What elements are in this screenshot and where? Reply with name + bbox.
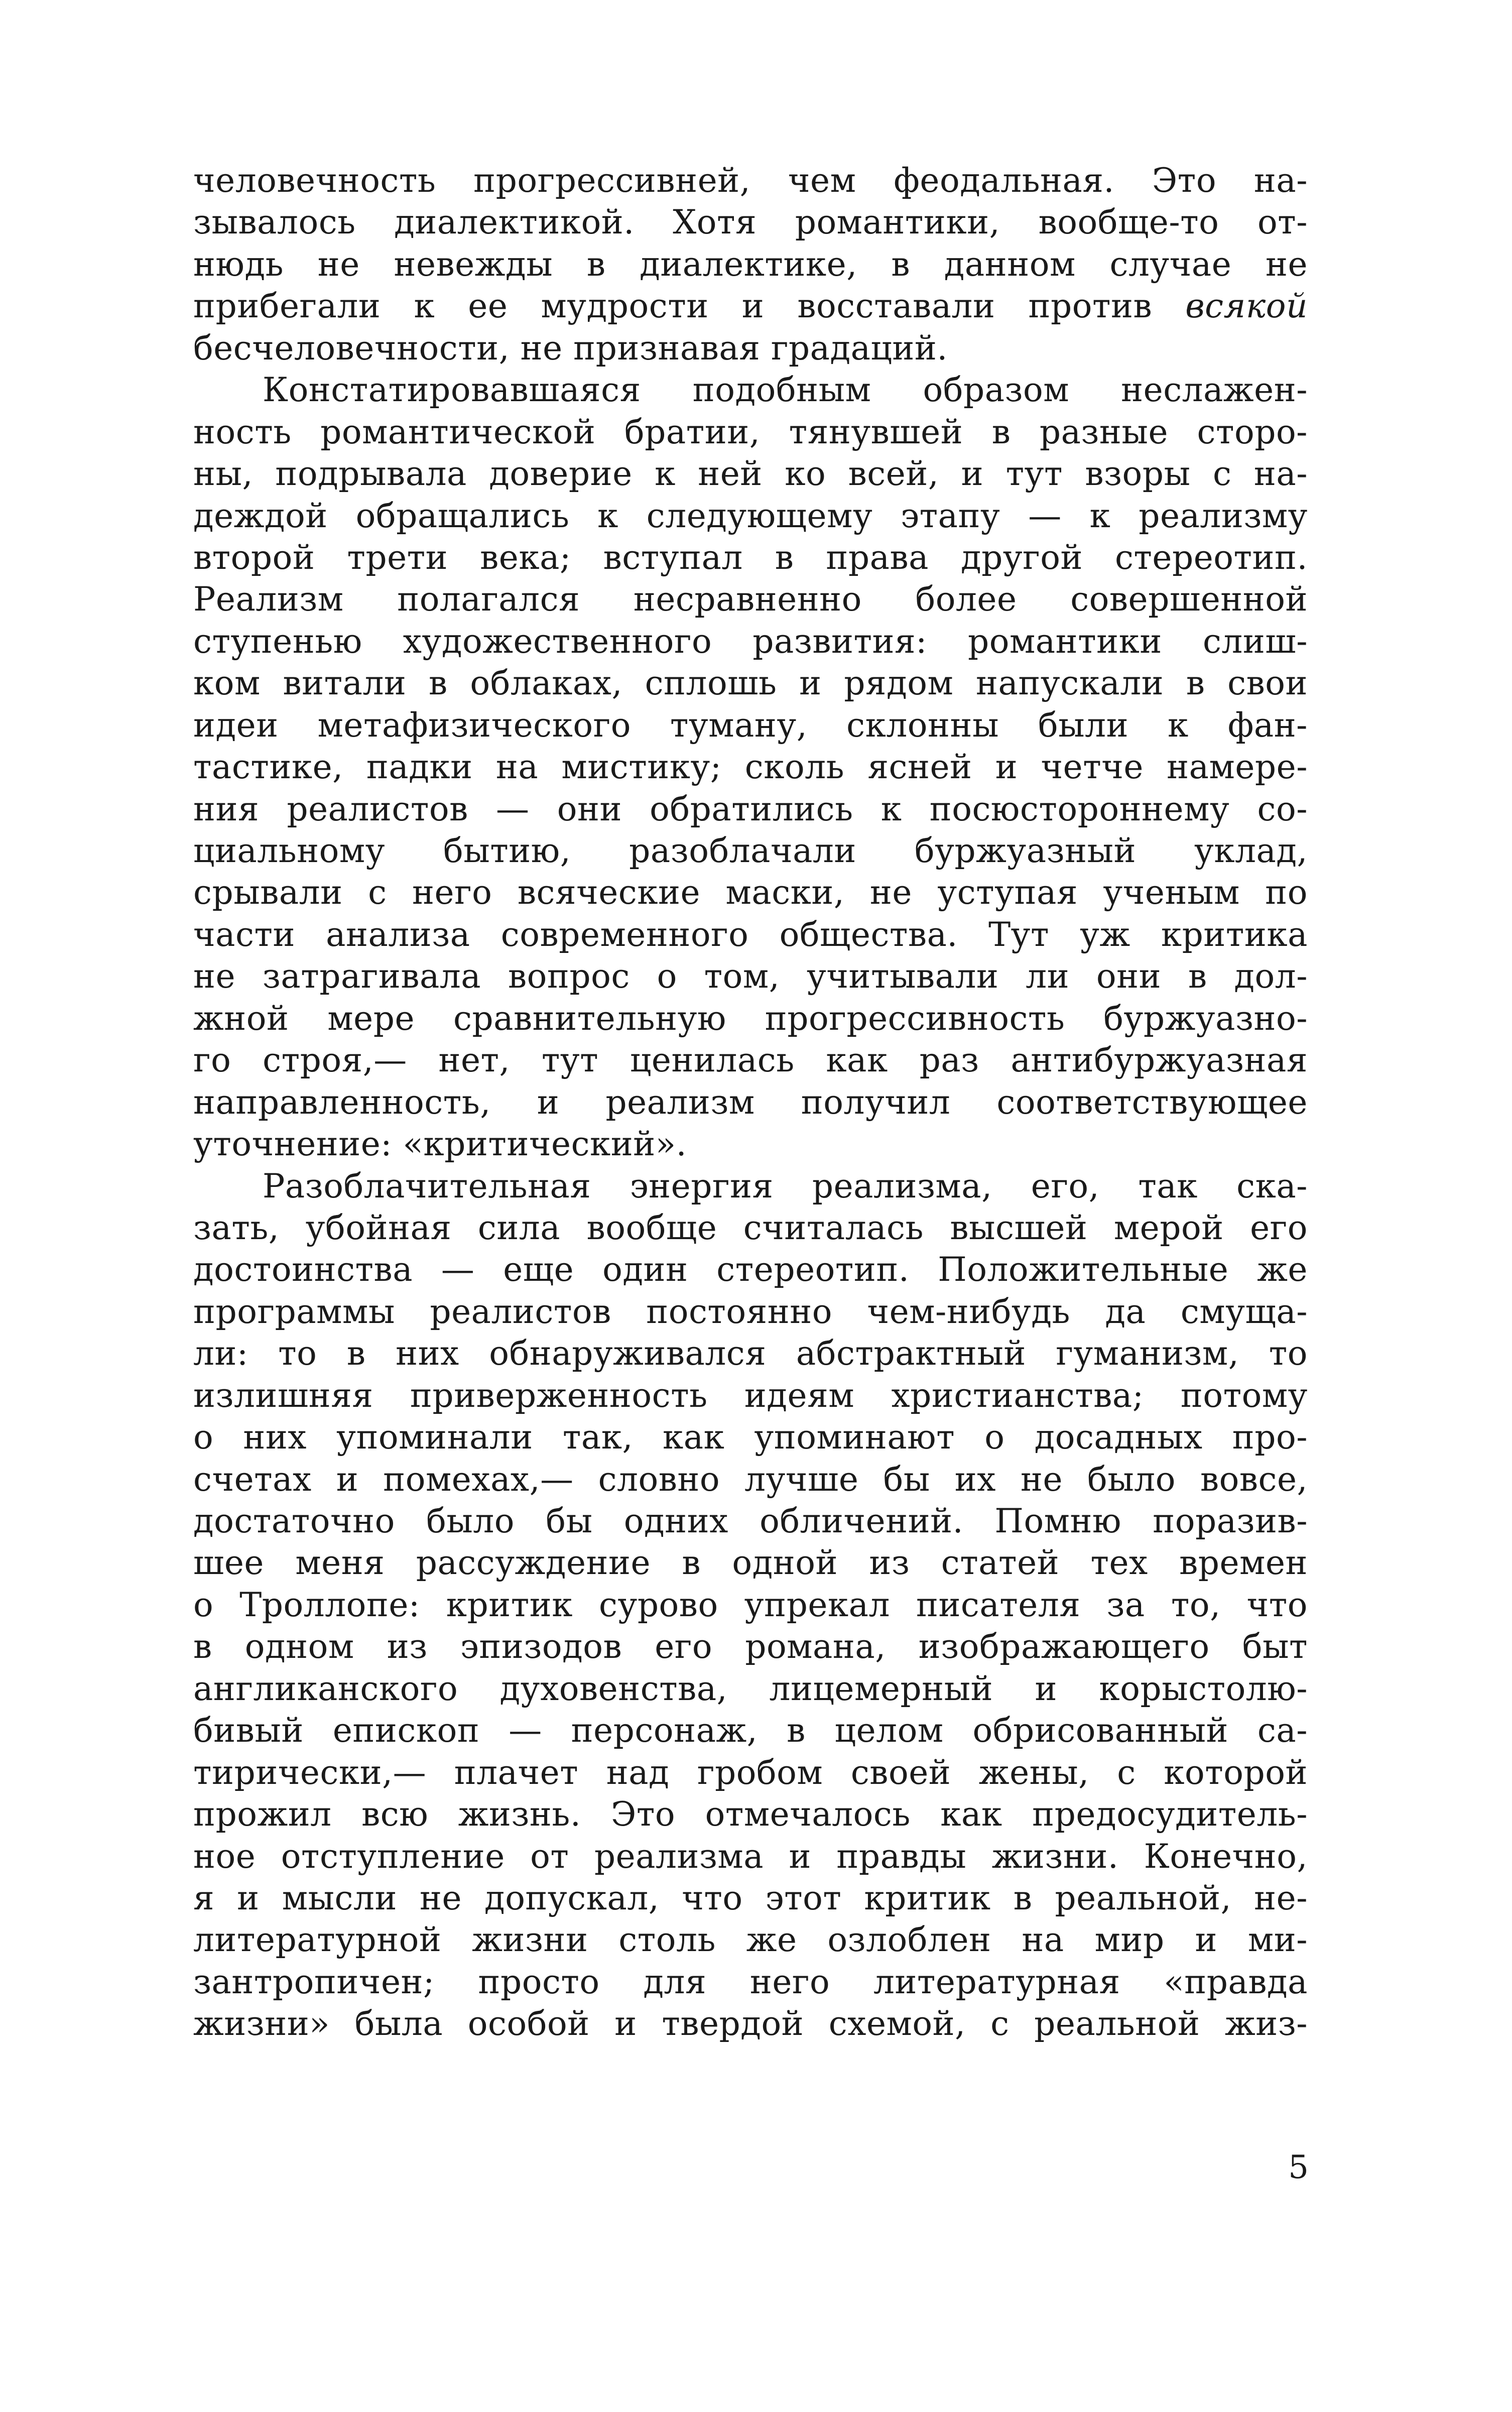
text-line: жной мере сравнительную прогрессивность буржуазно- [193, 999, 1308, 1038]
text-line: циальному бытию, разоблачали буржуазный уклад, [193, 831, 1308, 870]
text-line: тирически,— плачет над гробом своей жены, с которой [193, 1753, 1308, 1792]
text-line: деждой обращались к следующему этапу — к реализму [193, 496, 1308, 535]
text-line: о Троллопе: критик сурово упрекал писателя за то, что [193, 1585, 1308, 1624]
text-line: идеи метафизического туману, склонны были к фан- [193, 705, 1308, 745]
text-line: жизни» была особой и твердой схемой, с реальной жиз- [193, 2004, 1308, 2043]
text-line: Констатировавшаяся подобным образом неслажен- [263, 371, 1308, 410]
text-line: счетах и помехах,— словно лучше бы их не было вовсе, [193, 1460, 1308, 1499]
text-line: человечность прогрессивней, чем феодальная. Это на- [193, 161, 1308, 200]
text-line: зать, убойная сила вообще считалась высшей мерой его [193, 1208, 1308, 1247]
text-line: ность романтической братии, тянувшей в разные сторо- [193, 412, 1308, 451]
body-text [193, 160, 1308, 2045]
text-line: бивый епископ — персонаж, в целом обрисованный са- [193, 1711, 1308, 1750]
text-line: ли: то в них обнаруживался абстрактный гуманизм, то [193, 1334, 1308, 1373]
text-line: направленность, и реализм получил соответствующее [193, 1082, 1308, 1122]
text-line: ния реалистов — они обратились к посюстороннему со- [193, 789, 1308, 828]
text-line: достоинства — еще один стереотип. Положительные же [193, 1250, 1308, 1289]
text-line: зантропичен; просто для него литературная «правда [193, 1962, 1308, 2001]
text-line: ны, подрывала доверие к ней ко всей, и тут взоры с на- [193, 454, 1308, 494]
page-number: 5 [1288, 2149, 1309, 2186]
text-line: англиканского духовенства, лицемерный и корыстолю- [193, 1669, 1308, 1708]
text-line: нюдь не невежды в диалектике, в данном случае не [193, 245, 1308, 284]
text-line: в одном из эпизодов его романа, изображающего быт [193, 1627, 1308, 1666]
text-line: второй трети века; вступал в права другой стереотип. [193, 538, 1308, 577]
text-line: тастике, падки на мистику; сколь ясней и четче намере- [193, 748, 1308, 787]
text-line: ное отступление от реализма и правды жизни. Конечно, [193, 1837, 1308, 1876]
italic-emphasis: всякой [1185, 287, 1308, 326]
text-line: о них упоминали так, как упоминают о досадных про- [193, 1418, 1308, 1457]
text-line: ком витали в облаках, сплошь и рядом напускали в свои [193, 664, 1308, 703]
text-line: зывалось диалектикой. Хотя романтики, вообще-то от- [193, 203, 1308, 242]
text-line: Разоблачительная энергия реализма, его, так ска- [263, 1166, 1308, 1205]
text-line: литературной жизни столь же озлоблен на мир и ми- [193, 1920, 1308, 1960]
text-line: излишняя приверженность идеям христианства; потому [193, 1376, 1308, 1415]
text-line: бесчеловечности, не признавая градаций. [193, 328, 948, 368]
text-line: прожил всю жизнь. Это отмечалось как предосудитель- [193, 1795, 1308, 1834]
text-line: Реализм полагался несравненно более совершенной [193, 580, 1308, 619]
text-line: я и мысли не допускал, что этот критик в реальной, не- [193, 1878, 1308, 1917]
text-line: ступенью художественного развития: романтики слиш- [193, 622, 1308, 661]
text-line [193, 285, 1308, 327]
text-line: достаточно было бы одних обличений. Помню поразив- [193, 1502, 1308, 1540]
text-segment: прибегали к ее мудрости и восставали против [193, 287, 1186, 326]
text-line: не затрагивала вопрос о том, учитывали ли они в дол- [193, 957, 1308, 996]
text-line: уточнение: «критический». [193, 1125, 687, 1164]
text-line: го строя,— нет, тут ценилась как раз антибуржуазная [193, 1041, 1308, 1080]
text-line: шее меня рассуждение в одной из статей тех времен [193, 1543, 1308, 1583]
text-line: части анализа современного общества. Тут уж критика [193, 915, 1308, 954]
text-line: программы реалистов постоянно чем-нибудь да смуща- [193, 1292, 1308, 1331]
text-line: срывали с него всяческие маски, не уступая ученым по [193, 873, 1308, 912]
